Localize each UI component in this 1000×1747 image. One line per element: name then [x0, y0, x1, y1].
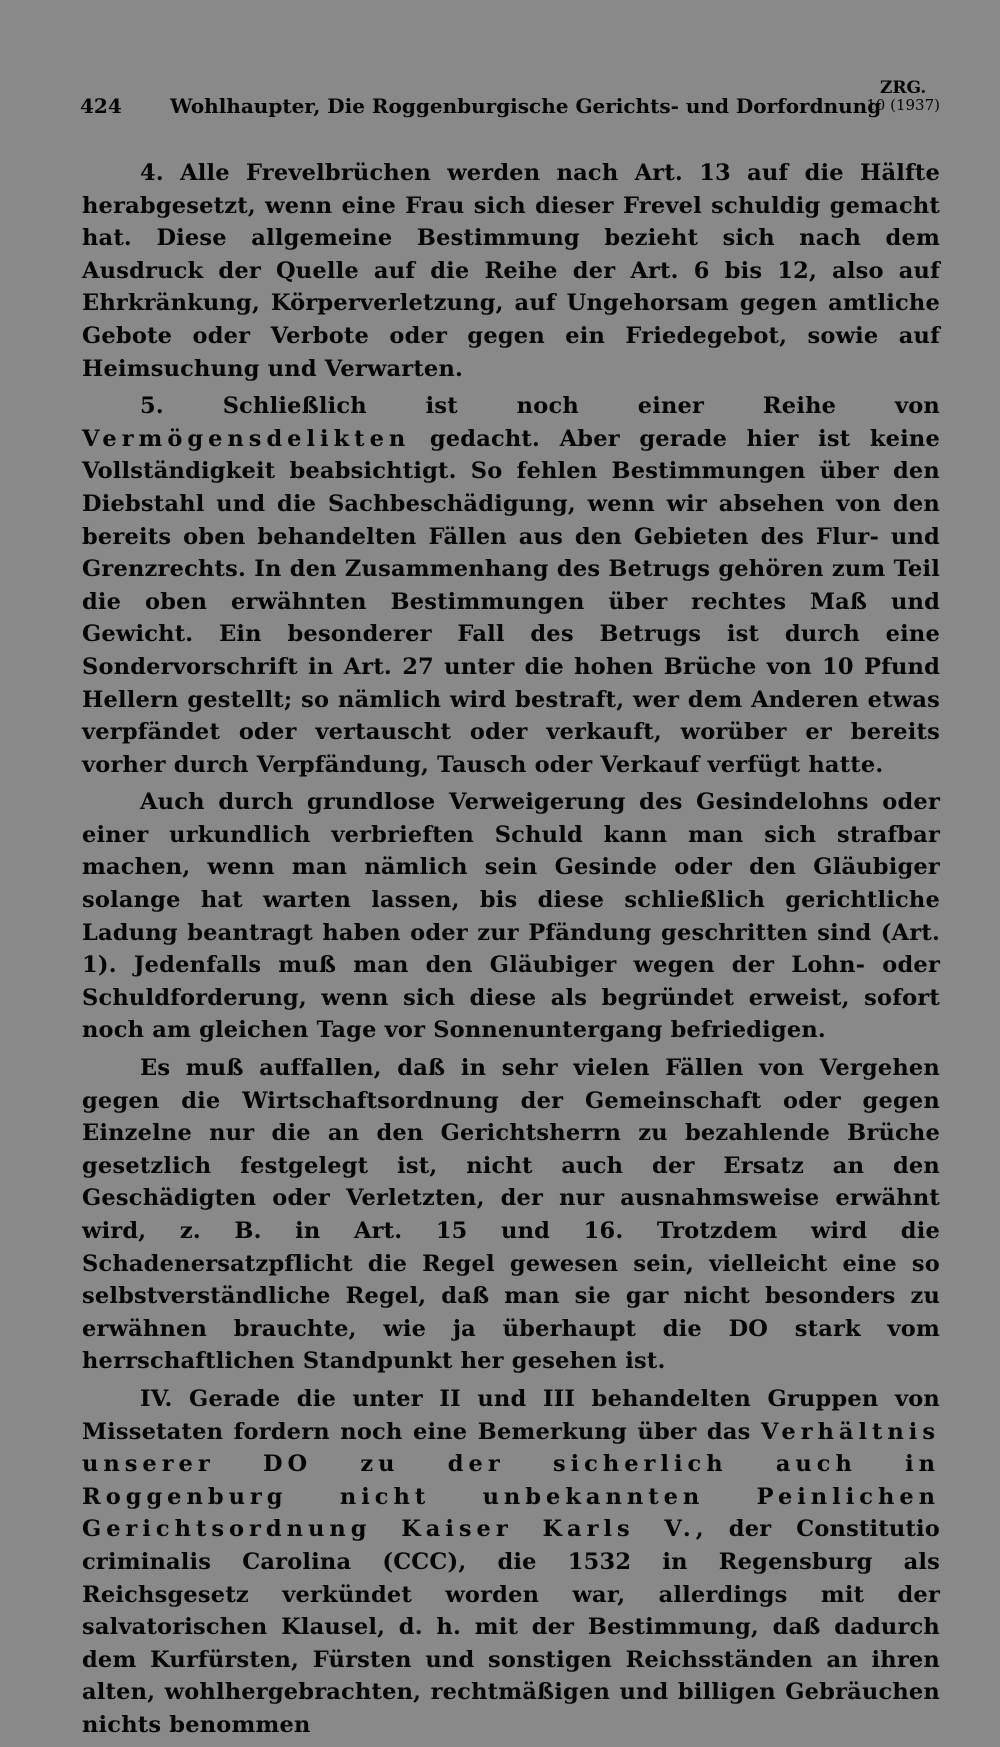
journal-reference: [866, 80, 940, 114]
paragraph-5-start: IV. Gerade die unter II und III behandelten Gruppen von Missetaten fordern noch eine Bemerkung über das: [82, 1385, 940, 1445]
paragraph-5-rest: , der Constitutio criminalis Carolina (CCC), die 1532 in Regensburg als Reichsgesetz verkündet worden war, allerdings mit der salvatorischen Klausel, d. h. mit der Bestimmung, daß dadurch dem Kurfürsten, Fürsten und sonstigen Reichsständen an ihren alten, wohlhergebrachten, rechtmäßigen und billigen Gebräuchen nichts benommen: [82, 1516, 940, 1738]
paragraph-3: Auch durch grundlose Verweigerung des Gesindelohns oder einer urkundlich verbrieften Schuld kann man sich strafbar machen, wenn man nämlich sein Gesinde oder den Gläubiger solange hat warten lassen, bis diese schließlich gerichtliche Ladung beantragt haben oder zur Pfändung geschritten sind (Art. 1). Jedenfalls muß man den Gläubiger wegen der Lohn- oder Schuldforderung, wenn sich diese als begründet erweist, sofort noch am gleichen Tage vor Sonnenuntergang befriedigen.: [82, 789, 940, 1044]
body-text: [82, 157, 940, 1747]
paragraph-5: [82, 1383, 940, 1742]
journal-volume: 10 (1937): [866, 95, 940, 114]
page-header: [80, 80, 940, 130]
paragraph-2-start: 5. Schließlich ist noch einer Reihe von: [140, 393, 940, 420]
paragraph-1: 4. Alle Frevelbrüchen werden nach Art. 13 auf die Hälfte herabgesetzt, wenn eine Frau sich dieser Frevel schuldig gemacht hat. Diese allgemeine Bestimmung bezieht sich nach dem Ausdruck der Quelle auf die Reihe der Art. 6 bis 12, also auf Ehrkränkung, Körperverletzung, auf Ungehorsam gegen amtliche Gebote oder Verbote oder gegen ein Friedegebot, sowie auf Heimsuchung und Verwarten.: [82, 160, 940, 382]
running-title: Wohlhaupter, Die Roggenburgische Gerichts- und Dorfordnung: [170, 94, 882, 118]
spaced-term-vermoegensdelikten: Vermögensdelikten: [82, 425, 411, 452]
paragraph-2: [82, 390, 940, 781]
page-number: 424: [80, 94, 122, 118]
paragraph-4: Es muß auffallen, daß in sehr vielen Fällen von Vergehen gegen die Wirtschaftsordnung der Gemeinschaft oder gegen Einzelne nur die an den Gerichtsherrn zu bezahlende Brüche gesetzlich festgelegt ist, nicht auch der Ersatz an den Geschädigten oder Verletzten, der nur ausnahmsweise erwähnt wird, z. B. in Art. 15 und 16. Trotzdem wird die Schadenersatzpflicht die Regel gewesen sein, vielleicht eine so selbstverständliche Regel, daß man sie gar nicht besonders zu erwähnen brauchte, wie ja überhaupt die DO stark vom herrschaftlichen Standpunkt her gesehen ist.: [82, 1055, 940, 1375]
spaced-term-verhaeltnis: Verhältnis unserer DO zu der sicherlich auch in Roggenburg nicht unbekannten Peinlichen Gerichtsordnung Kaiser Karls V.: [82, 1418, 940, 1543]
paragraph-2-rest: gedacht. Aber gerade hier ist keine Vollständigkeit beabsichtigt. So fehlen Bestimmungen über den Diebstahl und die Sachbeschädigung, wenn wir absehen von den bereits oben behandelten Fällen aus den Gebieten des Flur- und Grenzrechts. In den Zusammenhang des Betrugs gehören zum Teil die oben erwähnten Bestimmungen über rechtes Maß und Gewicht. Ein besonderer Fall des Betrugs ist durch eine Sondervorschrift in Art. 27 unter die hohen Brüche von 10 Pfund Hellern gestellt; so nämlich wird bestraft, wer dem Anderen etwas verpfändet oder vertauscht oder verkauft, worüber er bereits vorher durch Verpfändung, Tausch oder Verkauf verfügt hatte.: [82, 425, 940, 778]
journal-abbreviation: ZRG.: [879, 78, 927, 98]
